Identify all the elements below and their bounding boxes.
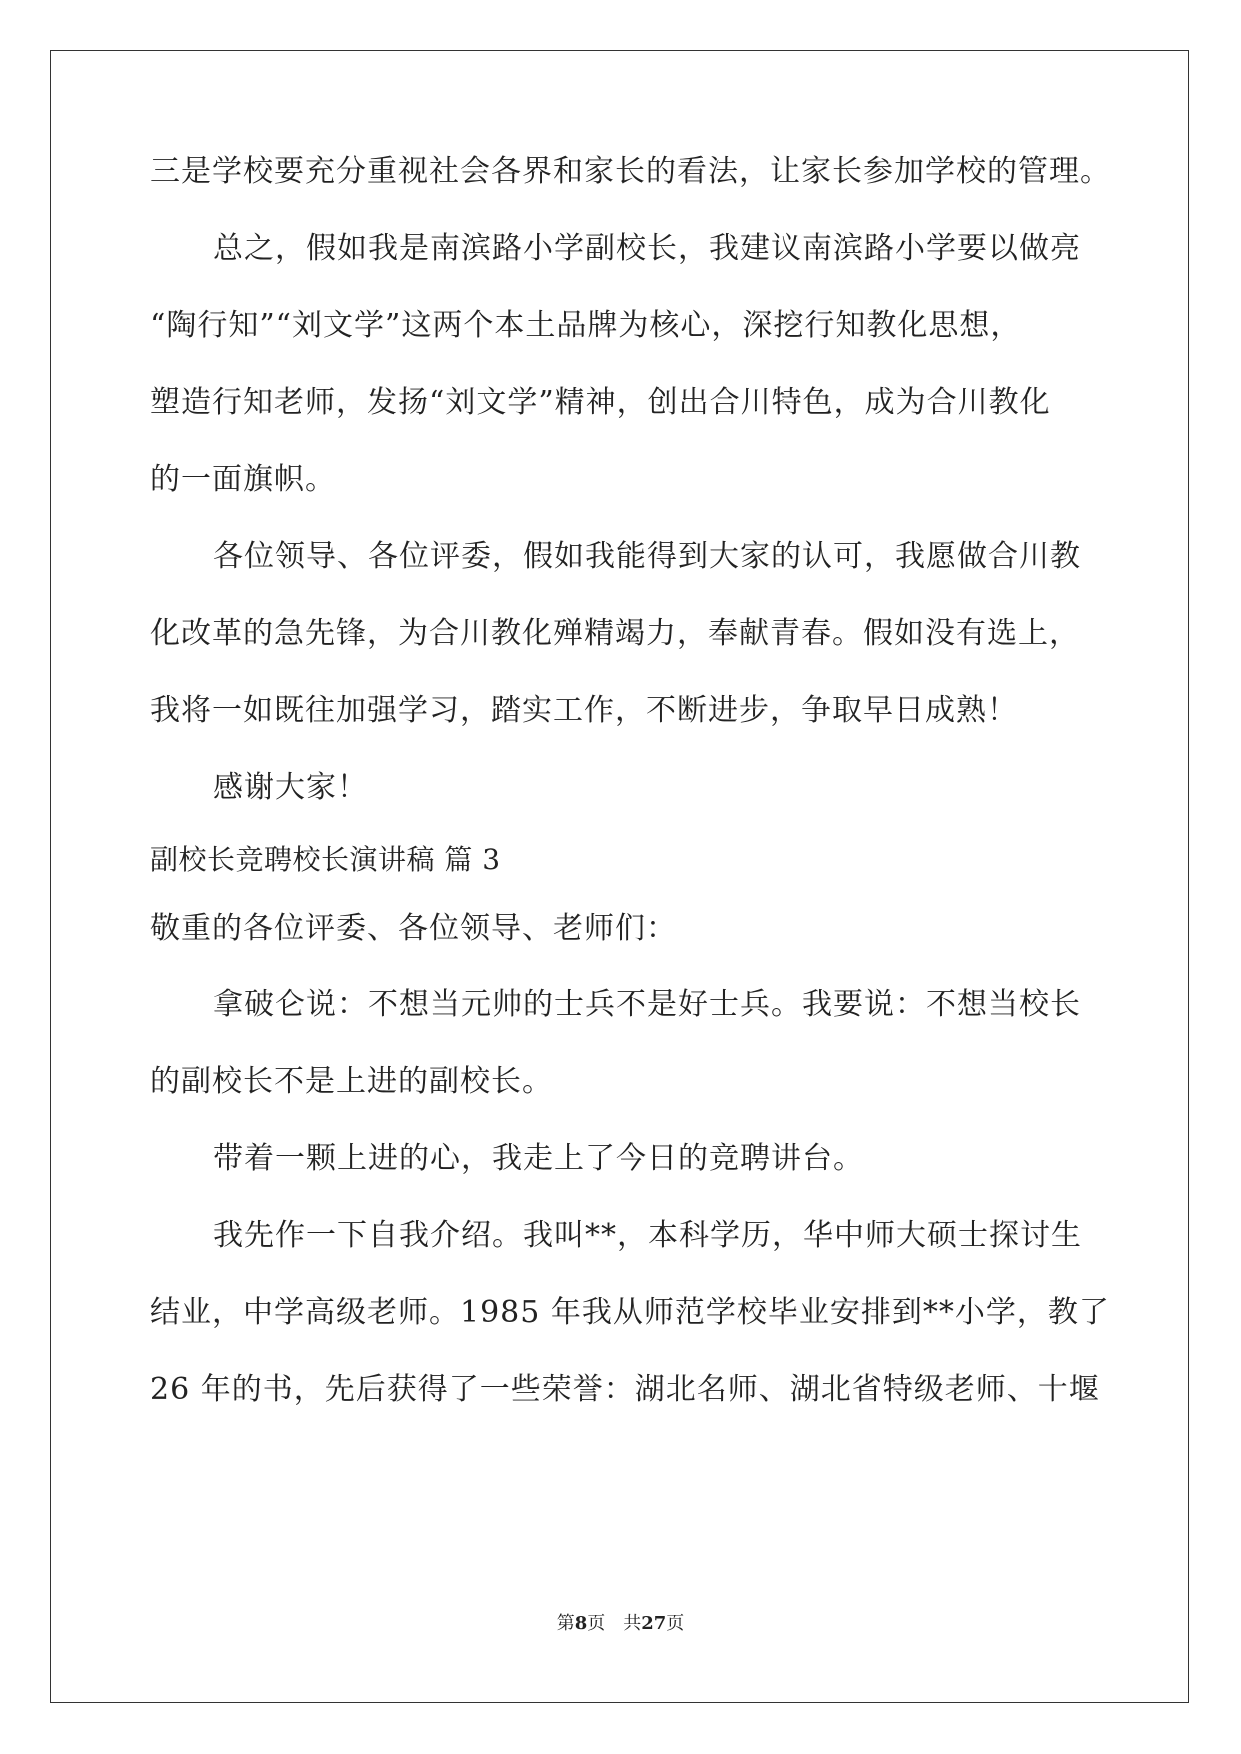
- section-heading: 副校长竞聘校长演讲稿 篇 3: [150, 843, 501, 876]
- page-prefix: 第: [556, 1613, 575, 1634]
- text-line: 感谢大家！: [213, 770, 368, 805]
- text-line: 拿破仑说：不想当元帅的士兵不是好士兵。我要说：不想当校长: [213, 987, 1081, 1022]
- text-line: 的副校长不是上进的副校长。: [150, 1064, 553, 1099]
- salutation: 敬重的各位评委、各位领导、老师们：: [150, 911, 677, 946]
- total-prefix: 共: [623, 1613, 642, 1634]
- text-line: 26 年的书，先后获得了一些荣誉：湖北名师、湖北省特级老师、十堰: [150, 1372, 1100, 1407]
- text-line: 我将一如既往加强学习，踏实工作，不断进步，争取早日成熟！: [150, 693, 1018, 728]
- page-footer: [0, 1612, 1241, 1636]
- text-line: 带着一颗上进的心，我走上了今日的竞聘讲台。: [213, 1141, 864, 1176]
- text-line: “陶行知”“刘文学”这两个本土品牌为核心，深挖行知教化思想，: [150, 308, 1022, 343]
- total-pages: 27: [641, 1613, 667, 1634]
- text-line: 三是学校要充分重视社会各界和家长的看法，让家长参加学校的管理。: [150, 154, 1111, 189]
- text-line: 的一面旗帜。: [150, 462, 336, 497]
- text-line: 塑造行知老师，发扬“刘文学”精神，创出合川特色，成为合川教化: [150, 385, 1051, 420]
- text-line: 化改革的急先锋，为合川教化殚精竭力，奉献青春。假如没有选上，: [150, 616, 1080, 651]
- text-line: 结业，中学高级老师。1985 年我从师范学校毕业安排到**小学，教了: [150, 1295, 1110, 1330]
- text-line: 总之，假如我是南滨路小学副校长，我建议南滨路小学要以做亮: [213, 231, 1081, 266]
- text-line: 我先作一下自我介绍。我叫**，本科学历，华中师大硕士探讨生: [213, 1218, 1082, 1253]
- page-suffix: 页: [587, 1613, 606, 1634]
- page-number: 8: [574, 1613, 588, 1634]
- text-line: 各位领导、各位评委，假如我能得到大家的认可，我愿做合川教: [213, 539, 1081, 574]
- total-suffix: 页: [666, 1613, 685, 1634]
